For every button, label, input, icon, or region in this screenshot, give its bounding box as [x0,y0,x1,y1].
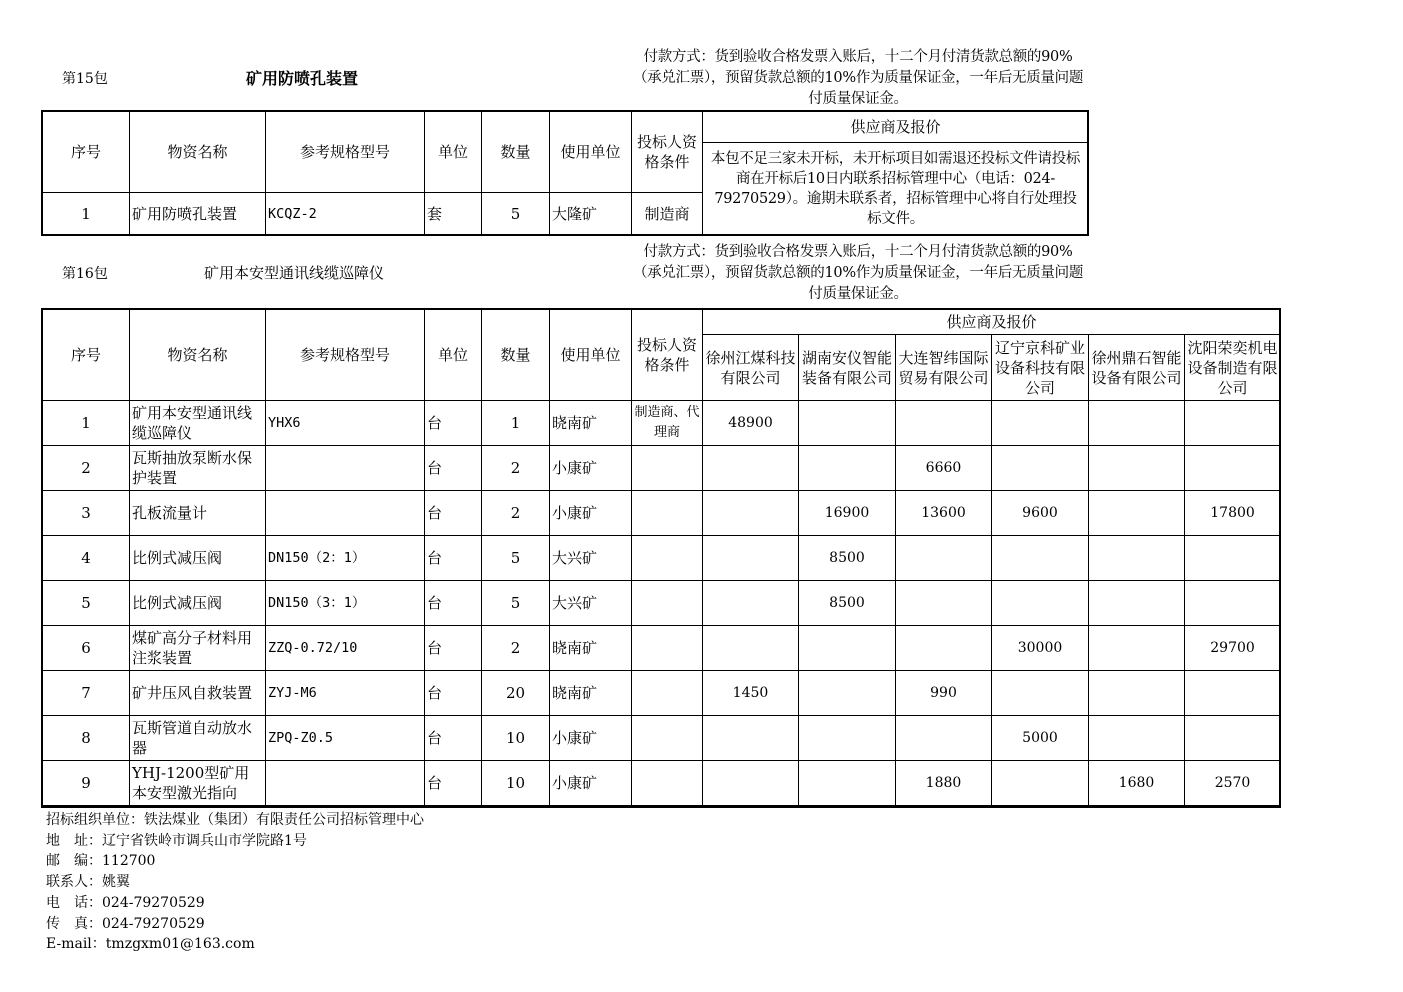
cell-qual: 制造商、代理商 [632,401,703,446]
cell-user: 晓南矿 [550,401,632,446]
pkg15-header-unit: 单位 [425,112,482,193]
cell-spec [266,446,425,491]
cell-spec [266,761,425,806]
cell-seq: 1 [43,401,130,446]
footer-contact-person: 联系人：姚翼 [46,874,130,891]
pkg16-title: 矿用本安型通讯线缆巡障仪 [204,264,385,282]
cell-user: 大隆矿 [550,193,632,235]
pkg15-header-qty: 数量 [482,112,550,193]
cell-spec: DN150（2：1） [266,536,425,581]
cell-user: 小康矿 [550,716,632,761]
cell-price [799,401,896,446]
supplier-name: 徐州鼎石智能设备有限公司 [1089,335,1185,401]
table-row [43,626,1281,671]
cell-spec [266,491,425,536]
pkg15-header-name: 物资名称 [130,112,266,193]
pkg16-body [43,401,1281,806]
pkg15-header-seq: 序号 [43,112,130,193]
pkg15-table [42,111,1089,235]
cell-user: 小康矿 [550,446,632,491]
pkg16-header-qual: 投标人资格条件 [632,310,703,401]
cell-name: 孔板流量计 [130,491,266,536]
pkg16-label: 第16包 [62,266,108,282]
cell-name: 矿井压风自救装置 [130,671,266,716]
cell-qual [632,491,703,536]
cell-price: 5000 [992,716,1089,761]
cell-spec: KCQZ-2 [266,193,425,235]
cell-price: 8500 [799,536,896,581]
cell-unit: 台 [425,446,482,491]
cell-price [992,761,1089,806]
cell-qual [632,761,703,806]
pkg15-header-qual: 投标人资格条件 [632,112,703,193]
cell-unit: 台 [425,581,482,626]
cell-user: 大兴矿 [550,581,632,626]
cell-price: 1880 [896,761,992,806]
cell-price [703,716,799,761]
table-row [43,716,1281,761]
cell-price [799,626,896,671]
table-row [43,491,1281,536]
supplier-name: 大连智纬国际贸易有限公司 [896,335,992,401]
footer-phone: 电 话：024-79270529 [46,894,205,911]
cell-user: 小康矿 [550,761,632,806]
cell-price [1089,626,1185,671]
cell-qty: 20 [482,671,550,716]
cell-spec: ZYJ-M6 [266,671,425,716]
cell-spec: DN150（3：1） [266,581,425,626]
pkg15-payment-terms: 付款方式：货到验收合格发票入账后，十二个月付清货款总额的90%（承兑汇票），预留货款总额的10%作为质量保证金，一年后无质量问题付质量保证金。 [632,49,1084,107]
pkg15-header-spec: 参考规格型号 [266,112,425,193]
cell-spec: ZZQ-0.72/10 [266,626,425,671]
cell-unit: 台 [425,626,482,671]
cell-user: 晓南矿 [550,671,632,716]
cell-price: 17800 [1185,491,1281,536]
cell-qual [632,626,703,671]
cell-price: 29700 [1185,626,1281,671]
cell-qty: 10 [482,716,550,761]
cell-qty: 1 [482,401,550,446]
cell-seq: 2 [43,446,130,491]
pkg15-note: 本包不足三家未开标，未开标项目如需退还投标文件请投标商在开标后10日内联系招标管理中心（电话：024-79270529）。逾期未联系者，招标管理中心将自行处理投标文件。 [703,143,1089,235]
cell-price [703,536,799,581]
cell-seq: 4 [43,536,130,581]
supplier-name: 徐州江煤科技有限公司 [703,335,799,401]
table-row [43,401,1281,446]
cell-price [703,626,799,671]
cell-price [992,446,1089,491]
cell-seq: 3 [43,491,130,536]
cell-price [1089,491,1185,536]
cell-price [896,626,992,671]
cell-qty: 2 [482,626,550,671]
pkg16-header-supplier: 供应商及报价 [703,310,1281,335]
cell-qty: 5 [482,536,550,581]
cell-price [1185,581,1281,626]
cell-name: YHJ-1200型矿用本安型激光指向 [130,761,266,806]
cell-qual [632,536,703,581]
cell-qual [632,446,703,491]
cell-unit: 台 [425,761,482,806]
cell-seq: 5 [43,581,130,626]
cell-price [1185,536,1281,581]
cell-price [1185,401,1281,446]
cell-qual: 制造商 [632,193,703,235]
table-row [43,761,1281,806]
pkg15-header-user: 使用单位 [550,112,632,193]
footer-contact [46,810,424,955]
cell-name: 瓦斯管道自动放水器 [130,716,266,761]
cell-price [1185,446,1281,491]
cell-user: 小康矿 [550,491,632,536]
cell-price [1089,401,1185,446]
pkg16-header-name: 物资名称 [130,310,266,401]
table-row [43,536,1281,581]
cell-price: 1680 [1089,761,1185,806]
pkg15-header-supplier: 供应商及报价 [703,112,1089,143]
cell-seq: 6 [43,626,130,671]
cell-qty: 2 [482,491,550,536]
cell-unit: 套 [425,193,482,235]
cell-name: 比例式减压阀 [130,536,266,581]
cell-price [1089,716,1185,761]
cell-price [1185,716,1281,761]
pkg15-title: 矿用防喷孔装置 [246,69,359,88]
pkg15-label: 第15包 [62,71,108,87]
cell-price [799,671,896,716]
footer-fax: 传 真：024-79270529 [46,915,205,932]
cell-qty: 5 [482,581,550,626]
cell-price [703,761,799,806]
cell-price [896,401,992,446]
table-row [43,581,1281,626]
cell-price: 13600 [896,491,992,536]
cell-price [799,446,896,491]
cell-price [1089,671,1185,716]
cell-name: 矿用本安型通讯线缆巡障仪 [130,401,266,446]
cell-seq: 8 [43,716,130,761]
cell-unit: 台 [425,491,482,536]
cell-price [1089,581,1185,626]
cell-qty: 2 [482,446,550,491]
cell-price [992,536,1089,581]
cell-price: 990 [896,671,992,716]
pkg16-header-qty: 数量 [482,310,550,401]
pkg16-header-spec: 参考规格型号 [266,310,425,401]
cell-price: 6660 [896,446,992,491]
footer-zip: 邮 编：112700 [46,853,156,870]
table-row [43,446,1281,491]
cell-unit: 台 [425,716,482,761]
supplier-name: 沈阳荣奕机电设备制造有限公司 [1185,335,1281,401]
cell-price [1089,536,1185,581]
supplier-name: 湖南安仪智能装备有限公司 [799,335,896,401]
pkg16-header-user: 使用单位 [550,310,632,401]
cell-user: 晓南矿 [550,626,632,671]
pkg16-table [42,309,1281,806]
cell-price [992,401,1089,446]
cell-seq: 9 [43,761,130,806]
cell-name: 煤矿高分子材料用注浆装置 [130,626,266,671]
cell-price [703,491,799,536]
cell-seq: 1 [43,193,130,235]
cell-price: 8500 [799,581,896,626]
cell-price [1089,446,1185,491]
pkg16-header-seq: 序号 [43,310,130,401]
footer-email: E-mail：tmzgxm01@163.com [46,936,255,953]
cell-price: 1450 [703,671,799,716]
cell-price [992,671,1089,716]
cell-qty: 5 [482,193,550,235]
cell-qual [632,581,703,626]
pkg16-header-unit: 单位 [425,310,482,401]
cell-price [896,716,992,761]
cell-name: 矿用防喷孔装置 [130,193,266,235]
cell-unit: 台 [425,536,482,581]
cell-price: 2570 [1185,761,1281,806]
cell-price: 30000 [992,626,1089,671]
cell-price [1185,671,1281,716]
cell-price [703,581,799,626]
cell-price: 48900 [703,401,799,446]
cell-unit: 台 [425,401,482,446]
pkg16-payment-terms: 付款方式：货到验收合格发票入账后，十二个月付清货款总额的90%（承兑汇票），预留货款总额的10%作为质量保证金，一年后无质量问题付质量保证金。 [632,244,1084,302]
cell-qual [632,671,703,716]
cell-qual [632,716,703,761]
cell-qty: 10 [482,761,550,806]
cell-spec: ZPQ-Z0.5 [266,716,425,761]
cell-unit: 台 [425,671,482,716]
cell-spec: YHX6 [266,401,425,446]
cell-name: 比例式减压阀 [130,581,266,626]
table-row [43,671,1281,716]
cell-price [896,536,992,581]
cell-price: 16900 [799,491,896,536]
cell-price [992,581,1089,626]
cell-seq: 7 [43,671,130,716]
cell-price [703,446,799,491]
cell-user: 大兴矿 [550,536,632,581]
cell-price: 9600 [992,491,1089,536]
footer-org: 招标组织单位：铁法煤业（集团）有限责任公司招标管理中心 [46,812,424,828]
cell-price [896,581,992,626]
footer-address: 地 址：辽宁省铁岭市调兵山市学院路1号 [46,832,307,849]
cell-name: 瓦斯抽放泵断水保护装置 [130,446,266,491]
supplier-name: 辽宁京科矿业设备科技有限公司 [992,335,1089,401]
cell-price [799,761,896,806]
cell-price [799,716,896,761]
